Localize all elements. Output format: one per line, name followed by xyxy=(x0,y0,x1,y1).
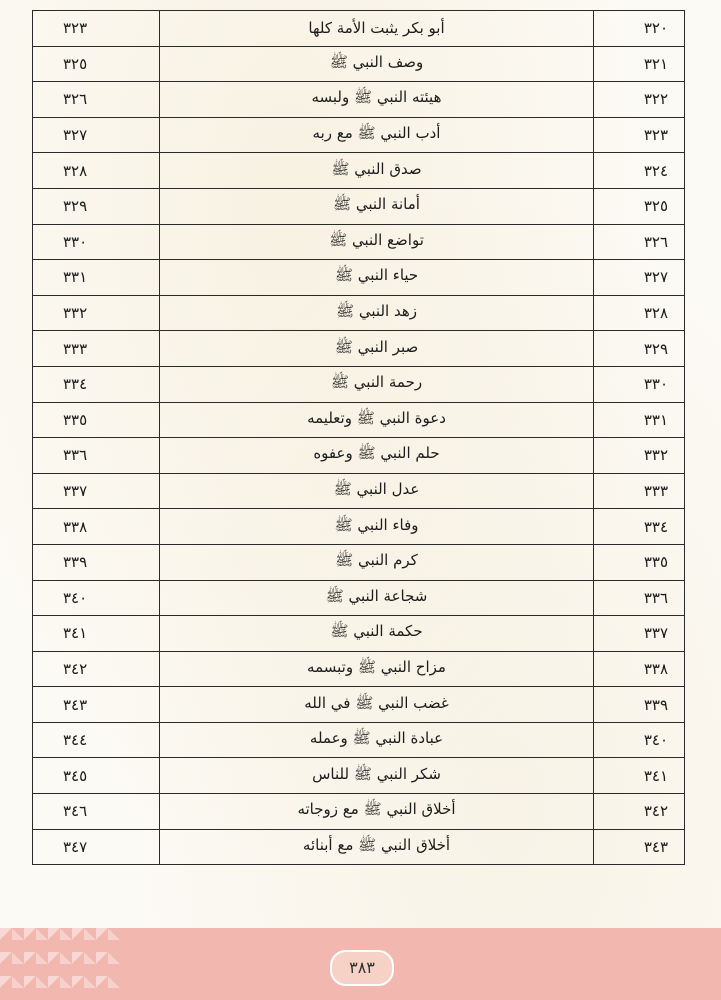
table-row xyxy=(33,758,685,794)
page-number: ٣٨٣ xyxy=(330,950,394,986)
table-row xyxy=(33,687,685,723)
table-row xyxy=(33,224,685,260)
entry-page: ٣٢٣ xyxy=(33,11,160,47)
entry-title: أدب النبي ﷺ مع ربه xyxy=(160,117,594,153)
entry-title: غضب النبي ﷺ في الله xyxy=(160,687,594,723)
table-row xyxy=(33,366,685,402)
entry-page: ٣٢٥ xyxy=(33,46,160,82)
entry-page: ٣٤٦ xyxy=(33,794,160,830)
entry-page: ٣٣٣ xyxy=(33,331,160,367)
table-row xyxy=(33,616,685,652)
entry-title: كرم النبي ﷺ xyxy=(160,544,594,580)
entry-title: صبر النبي ﷺ xyxy=(160,331,594,367)
entry-page: ٣٤٣ xyxy=(33,687,160,723)
table-row xyxy=(33,331,685,367)
entry-page: ٣٣٨ xyxy=(33,509,160,545)
entry-title: رحمة النبي ﷺ xyxy=(160,366,594,402)
entry-number: ٣٣٩ xyxy=(594,687,685,723)
table-row xyxy=(33,544,685,580)
entry-number: ٣٢٥ xyxy=(594,188,685,224)
entry-title: عبادة النبي ﷺ وعمله xyxy=(160,722,594,758)
entry-page: ٣٢٨ xyxy=(33,153,160,189)
footer-decoration xyxy=(0,928,120,1000)
entry-number: ٣٣٧ xyxy=(594,616,685,652)
entry-title: شكر النبي ﷺ للناس xyxy=(160,758,594,794)
entry-title: حكمة النبي ﷺ xyxy=(160,616,594,652)
entry-title: أمانة النبي ﷺ xyxy=(160,188,594,224)
table-row xyxy=(33,117,685,153)
entry-page: ٣٣٧ xyxy=(33,473,160,509)
entry-page: ٣٢٧ xyxy=(33,117,160,153)
entry-number: ٣٢٧ xyxy=(594,260,685,296)
table-row xyxy=(33,794,685,830)
entry-number: ٣٤٢ xyxy=(594,794,685,830)
table-row xyxy=(33,509,685,545)
entry-title: مزاح النبي ﷺ وتبسمه xyxy=(160,651,594,687)
toc-body xyxy=(33,11,685,865)
entry-page: ٣٣١ xyxy=(33,260,160,296)
entry-title: تواضع النبي ﷺ xyxy=(160,224,594,260)
table-row xyxy=(33,260,685,296)
table-row xyxy=(33,153,685,189)
entry-number: ٣٣٥ xyxy=(594,544,685,580)
table-row xyxy=(33,722,685,758)
entry-number: ٣٤٣ xyxy=(594,829,685,865)
entry-number: ٣٣٠ xyxy=(594,366,685,402)
entry-title: عدل النبي ﷺ xyxy=(160,473,594,509)
entry-number: ٣٣٨ xyxy=(594,651,685,687)
entry-page: ٣٣٢ xyxy=(33,295,160,331)
entry-number: ٣٣٣ xyxy=(594,473,685,509)
table-row xyxy=(33,188,685,224)
entry-title: وصف النبي ﷺ xyxy=(160,46,594,82)
entry-title: حلم النبي ﷺ وعفوه xyxy=(160,438,594,474)
entry-number: ٣٣١ xyxy=(594,402,685,438)
entry-number: ٣٢٢ xyxy=(594,82,685,118)
entry-page: ٣٤٥ xyxy=(33,758,160,794)
entry-title: شجاعة النبي ﷺ xyxy=(160,580,594,616)
table-row xyxy=(33,473,685,509)
entry-page: ٣٣٠ xyxy=(33,224,160,260)
entry-page: ٣٢٩ xyxy=(33,188,160,224)
entry-page: ٣٢٦ xyxy=(33,82,160,118)
entry-number: ٣٣٤ xyxy=(594,509,685,545)
entry-page: ٣٤٢ xyxy=(33,651,160,687)
entry-number: ٣٢٠ xyxy=(594,11,685,47)
entry-page: ٣٤٠ xyxy=(33,580,160,616)
entry-number: ٣٢٩ xyxy=(594,331,685,367)
table-of-contents xyxy=(32,10,685,865)
table-row xyxy=(33,651,685,687)
entry-page: ٣٤٧ xyxy=(33,829,160,865)
entry-page: ٣٣٤ xyxy=(33,366,160,402)
entry-title: حياء النبي ﷺ xyxy=(160,260,594,296)
entry-title: أخلاق النبي ﷺ مع زوجاته xyxy=(160,794,594,830)
entry-title: وفاء النبي ﷺ xyxy=(160,509,594,545)
entry-title: أخلاق النبي ﷺ مع أبنائه xyxy=(160,829,594,865)
entry-title: زهد النبي ﷺ xyxy=(160,295,594,331)
table-row xyxy=(33,829,685,865)
entry-page: ٣٤٤ xyxy=(33,722,160,758)
entry-number: ٣٢٣ xyxy=(594,117,685,153)
entry-number: ٣٢٨ xyxy=(594,295,685,331)
entry-title: أبو بكر يثبت الأمة كلها xyxy=(160,11,594,47)
entry-number: ٣٣٢ xyxy=(594,438,685,474)
entry-number: ٣٢٦ xyxy=(594,224,685,260)
entry-title: هيئته النبي ﷺ ولبسه xyxy=(160,82,594,118)
table-row xyxy=(33,295,685,331)
entry-title: دعوة النبي ﷺ وتعليمه xyxy=(160,402,594,438)
entry-number: ٣٤١ xyxy=(594,758,685,794)
table-row xyxy=(33,438,685,474)
table-row xyxy=(33,11,685,47)
table-row xyxy=(33,82,685,118)
table-row xyxy=(33,580,685,616)
table-row xyxy=(33,46,685,82)
entry-title: صدق النبي ﷺ xyxy=(160,153,594,189)
entry-number: ٣٤٠ xyxy=(594,722,685,758)
entry-number: ٣٢٤ xyxy=(594,153,685,189)
entry-page: ٣٣٦ xyxy=(33,438,160,474)
entry-page: ٣٤١ xyxy=(33,616,160,652)
entry-number: ٣٣٦ xyxy=(594,580,685,616)
entry-page: ٣٣٥ xyxy=(33,402,160,438)
entry-page: ٣٣٩ xyxy=(33,544,160,580)
entry-number: ٣٢١ xyxy=(594,46,685,82)
table-row xyxy=(33,402,685,438)
